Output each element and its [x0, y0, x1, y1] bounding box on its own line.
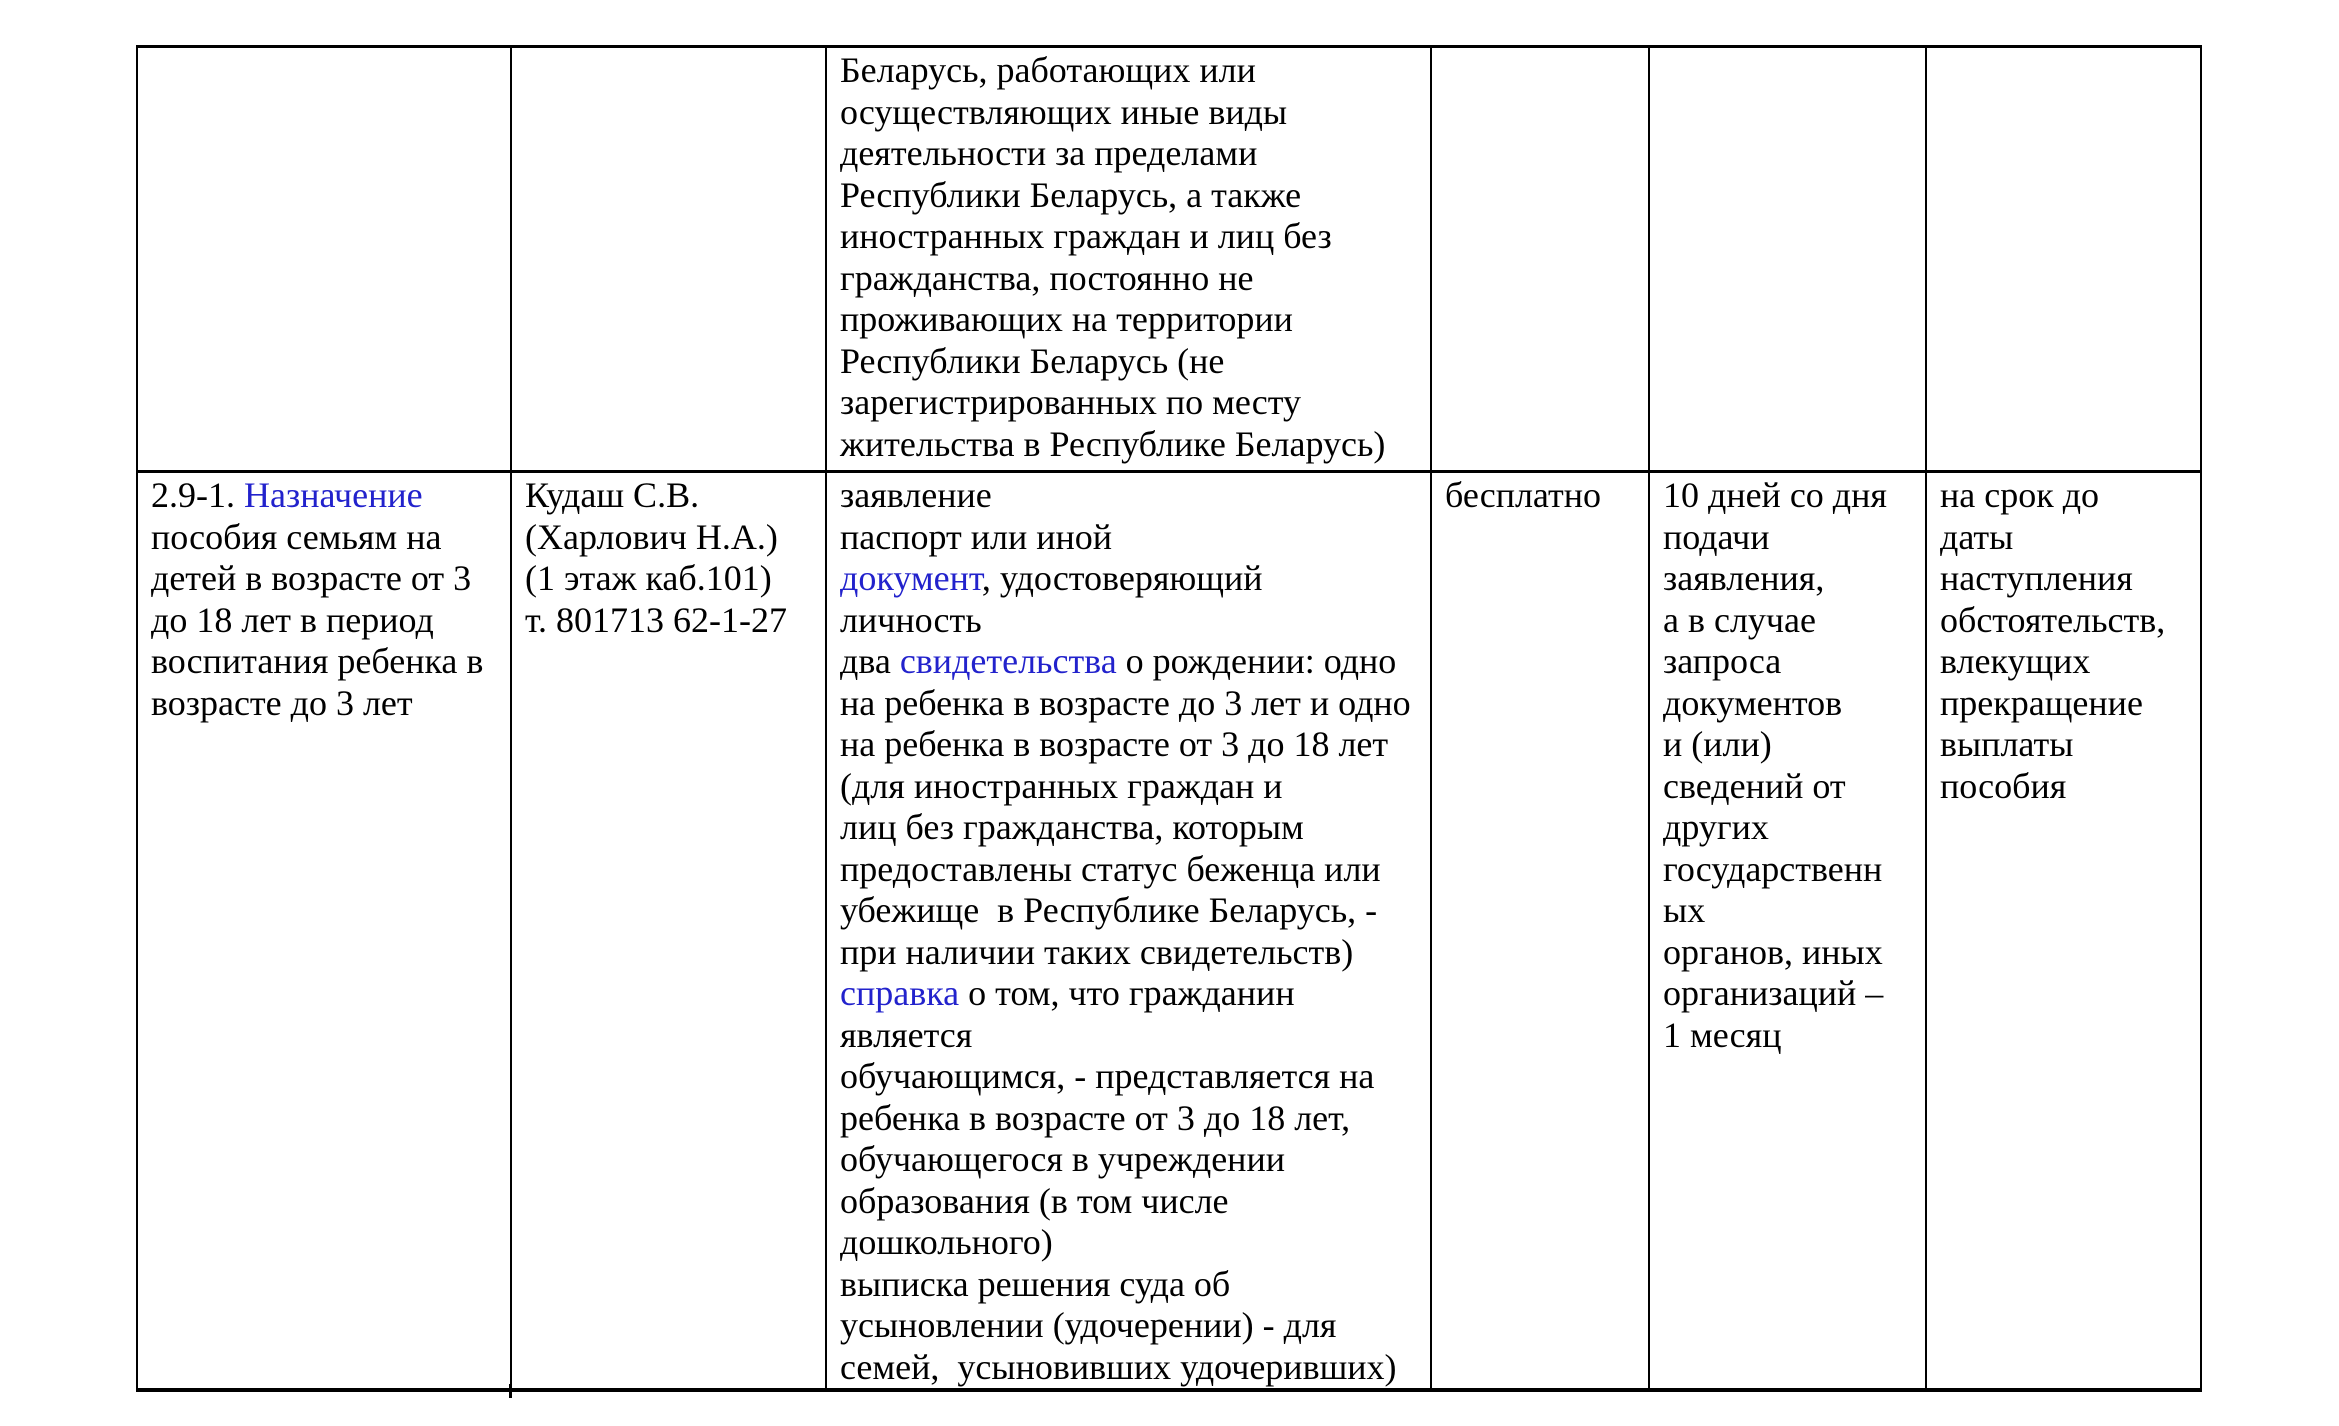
text-run: лиц без гражданства, которым	[840, 807, 1304, 847]
text-run: Республики Беларусь (не	[840, 340, 1225, 381]
text-line	[840, 1056, 1422, 1098]
text-run: ых	[1663, 890, 1706, 930]
cell-procedure-name	[137, 472, 511, 1391]
text-line	[840, 641, 1422, 683]
text-line	[1663, 932, 1917, 974]
text-run: Кудаш С.В.	[525, 475, 700, 515]
text-line	[840, 1305, 1422, 1347]
text-line	[840, 932, 1422, 974]
text-run: документов	[1663, 682, 1843, 723]
text-line	[840, 299, 1422, 341]
text-line	[840, 807, 1422, 849]
text-run: пособия семьям на	[151, 516, 442, 557]
text-line	[840, 216, 1422, 258]
text-run: организаций –	[1663, 973, 1884, 1013]
text-run: государственн	[1663, 848, 1883, 889]
text-line	[1663, 683, 1917, 725]
text-line	[840, 517, 1422, 559]
table-row-continuation	[137, 47, 2201, 472]
text-line	[840, 890, 1422, 932]
text-run: на ребенка в возрасте от 3 до 18 лет	[840, 724, 1389, 764]
cell-responsible-person	[511, 472, 826, 1391]
text-line	[1663, 475, 1917, 517]
text-run: заявления,	[1663, 558, 1825, 598]
text-line	[1663, 849, 1917, 891]
text-line	[840, 600, 1422, 642]
text-line	[151, 517, 502, 559]
link-svidetelstva[interactable]: свидетельства	[899, 641, 1117, 681]
text-run: выплаты	[1940, 724, 2074, 764]
text-run: органов, иных	[1663, 931, 1883, 972]
text-run: обучающимся, - представляется на	[840, 1056, 1375, 1096]
text-run: зарегистрированных по месту	[840, 382, 1302, 422]
cell-processing-term	[1649, 472, 1926, 1391]
text-run: прекращение	[1940, 682, 2143, 723]
text-line	[840, 1139, 1422, 1181]
text-run: пособия	[1940, 765, 2067, 806]
text-line	[525, 558, 817, 600]
text-line	[840, 973, 1422, 1015]
text-run: предоставлены статус беженца или	[840, 848, 1381, 889]
text-run: 2.9-1.	[151, 475, 244, 515]
page-break-border-stub	[509, 1384, 512, 1398]
text-line	[525, 600, 817, 642]
text-run: гражданства, постоянно не	[840, 257, 1254, 298]
text-line	[1940, 724, 2192, 766]
text-line	[1663, 517, 1917, 559]
text-line	[840, 683, 1422, 725]
text-line	[151, 600, 502, 642]
text-run: 10 дней со дня	[1663, 475, 1887, 515]
text-run: паспорт или иной	[840, 516, 1113, 557]
text-line	[840, 175, 1422, 217]
text-line	[525, 517, 817, 559]
text-run: на ребенка в возрасте до 3 лет и одно	[840, 682, 1411, 723]
text-line	[151, 641, 502, 683]
text-run: даты	[1940, 516, 2014, 557]
text-run: (Харлович Н.А.)	[525, 516, 778, 557]
text-line	[1663, 641, 1917, 683]
text-run: Беларусь, работающих или	[840, 50, 1256, 90]
text-line	[840, 92, 1422, 134]
text-line	[840, 1098, 1422, 1140]
text-line	[1445, 475, 1640, 517]
cell-validity-term	[1926, 47, 2201, 472]
text-run: возрасте до 3 лет	[151, 682, 413, 723]
text-line	[840, 258, 1422, 300]
text-run: детей в возрасте от 3	[151, 558, 472, 598]
text-run: о том, что гражданин	[959, 973, 1295, 1013]
text-line	[1663, 766, 1917, 808]
text-run: влекущих	[1940, 641, 2091, 681]
text-run: (1 этаж каб.101)	[525, 558, 772, 598]
text-run: усыновлении (удочерении) - для	[840, 1305, 1337, 1345]
text-line	[1663, 890, 1917, 932]
cell-documents-list	[826, 47, 1431, 472]
text-run: дошкольного)	[840, 1222, 1053, 1262]
text-line	[840, 1222, 1422, 1264]
text-line	[1663, 807, 1917, 849]
text-line	[1663, 973, 1917, 1015]
cell-processing-term	[1649, 47, 1926, 472]
text-run: выписка решения суда об	[840, 1263, 1231, 1304]
cell-validity-term	[1926, 472, 2201, 1391]
text-run: на срок до	[1940, 475, 2100, 515]
text-run: бесплатно	[1445, 475, 1601, 515]
text-line	[840, 382, 1422, 424]
text-line	[840, 133, 1422, 175]
text-run: подачи	[1663, 516, 1770, 557]
text-line	[1940, 475, 2192, 517]
text-run: а в случае	[1663, 599, 1816, 640]
text-run: образования (в том числе	[840, 1180, 1229, 1221]
text-line	[1940, 641, 2192, 683]
text-run: и (или)	[1663, 724, 1772, 764]
text-run: семей, усыновивших удочеривших)	[840, 1346, 1397, 1387]
text-line	[1940, 766, 2192, 808]
text-line	[840, 424, 1422, 466]
text-line	[1663, 600, 1917, 642]
text-run: является	[840, 1014, 973, 1055]
text-run: Республики Беларусь, а также	[840, 174, 1302, 215]
cell-procedure-name	[137, 47, 511, 472]
text-run: при наличии таких свидетельств)	[840, 931, 1354, 972]
cell-documents-list	[826, 472, 1431, 1391]
text-line	[1940, 683, 2192, 725]
text-line	[840, 1015, 1422, 1057]
text-line	[1940, 600, 2192, 642]
text-run: жительства в Республике Беларусь)	[840, 423, 1386, 464]
text-line	[840, 1181, 1422, 1223]
text-run: иностранных граждан и лиц без	[840, 216, 1332, 256]
text-line	[840, 341, 1422, 383]
text-run: 1 месяц	[1663, 1014, 1782, 1055]
link-dokument[interactable]: документ	[840, 558, 982, 598]
cell-responsible-person	[511, 47, 826, 472]
cell-fee	[1431, 472, 1649, 1391]
text-run: т. 801713 62-1-27	[525, 599, 788, 640]
text-line	[840, 849, 1422, 891]
text-run: наступления	[1940, 558, 2133, 598]
text-line	[840, 1347, 1422, 1389]
text-run: обучающегося в учреждении	[840, 1139, 1285, 1179]
text-line	[1663, 1015, 1917, 1057]
text-run: ребенка в возрасте от 3 до 18 лет,	[840, 1097, 1351, 1138]
text-line	[840, 1264, 1422, 1306]
text-run: проживающих на территории	[840, 299, 1293, 339]
text-line	[151, 683, 502, 725]
text-run: убежище в Республике Беларусь, -	[840, 890, 1378, 930]
text-run: других	[1663, 807, 1769, 847]
text-line	[840, 475, 1422, 517]
text-run: до 18 лет в период	[151, 599, 434, 640]
administrative-procedures-table	[136, 45, 2202, 1392]
text-run: обстоятельств,	[1940, 599, 2166, 640]
text-run: сведений от	[1663, 765, 1846, 806]
link-naznachenie[interactable]: Назначение	[244, 475, 423, 515]
table-row-procedure-2-9-1	[137, 472, 2201, 1391]
text-run: личность	[840, 599, 982, 640]
text-line	[840, 558, 1422, 600]
text-line	[840, 50, 1422, 92]
text-run: , удостоверяющий	[981, 558, 1263, 598]
text-line	[151, 558, 502, 600]
text-line	[1663, 724, 1917, 766]
link-spravka[interactable]: справка	[840, 973, 960, 1013]
text-run: деятельности за пределами	[840, 133, 1258, 173]
text-line	[1940, 558, 2192, 600]
text-run: заявление	[840, 475, 992, 515]
text-run: (для иностранных граждан и	[840, 765, 1283, 806]
text-run: воспитания ребенка в	[151, 641, 484, 681]
text-run: осуществляющих иные виды	[840, 91, 1288, 132]
text-run: о рождении: одно	[1116, 641, 1397, 681]
cell-fee	[1431, 47, 1649, 472]
text-line	[525, 475, 817, 517]
text-line	[1663, 558, 1917, 600]
text-line	[840, 724, 1422, 766]
text-run: два	[840, 641, 900, 681]
text-line	[1940, 517, 2192, 559]
text-line	[151, 475, 502, 517]
text-line	[840, 766, 1422, 808]
text-run: запроса	[1663, 641, 1782, 681]
